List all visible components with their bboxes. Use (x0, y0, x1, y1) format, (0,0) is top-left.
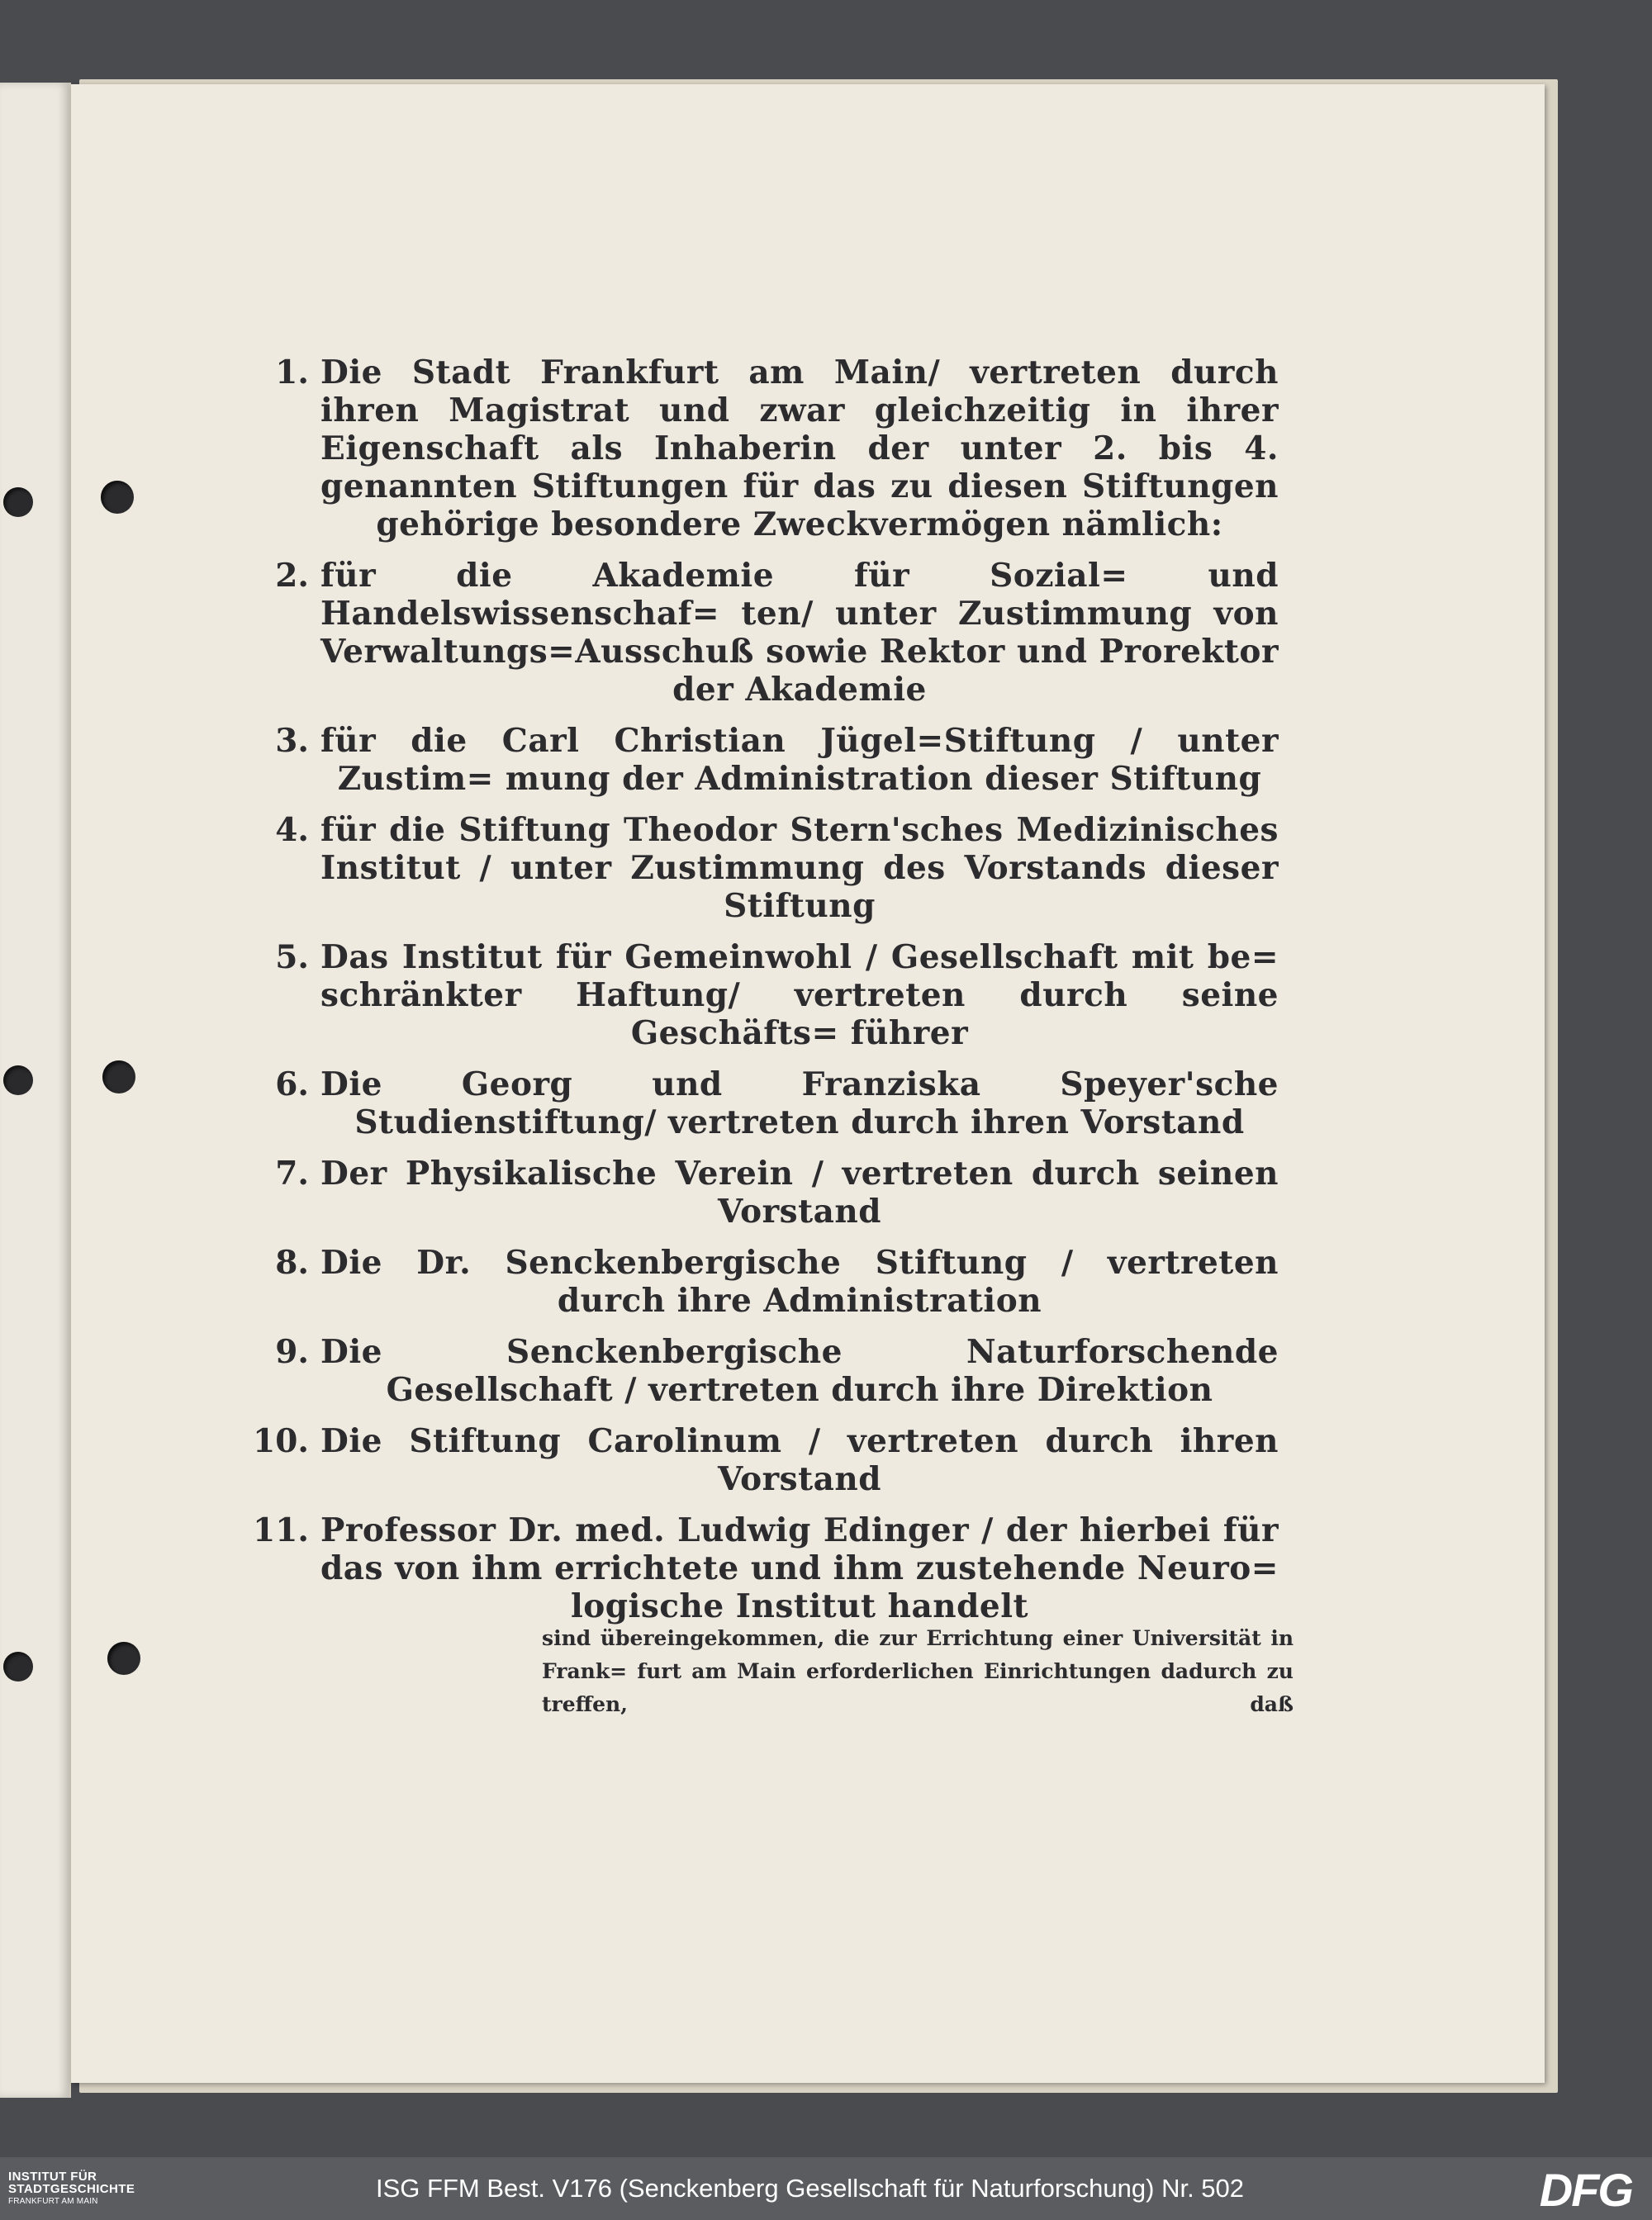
item-number: 8. (275, 1244, 309, 1282)
list-item (251, 1244, 1358, 1320)
item-text: Professor Dr. med. Ludwig Edinger / der hierbei für das von ihm errichtete und ihm zustehende Neuro= logische Institut handelt (320, 1511, 1279, 1625)
list-item (251, 1422, 1358, 1498)
institution-logo (8, 2170, 157, 2208)
item-text: für die Stiftung Theodor Stern'sches Medizinisches Institut / unter Zustimmung des Vorstands dieser Stiftung (320, 811, 1279, 925)
item-text: Die Stadt Frankfurt am Main/ vertreten durch ihren Magistrat und zwar gleichzeitig in ihrer Eigenschaft als Inhaberin der unter 2. bis 4. genannten Stiftungen für das zu diesen Stiftungen gehörige besondere Zweckvermögen nämlich: (320, 353, 1279, 543)
item-number: 4. (275, 811, 309, 849)
item-number: 5. (275, 938, 309, 976)
list-item (251, 557, 1358, 709)
list-item (251, 1065, 1358, 1141)
institution-line: INSTITUT FÜR (8, 2170, 97, 2184)
left-page-edge (0, 83, 71, 2098)
punch-hole (3, 1065, 33, 1095)
archive-footer (0, 2157, 1652, 2220)
punch-hole (107, 1642, 140, 1675)
list-item (251, 722, 1358, 798)
punch-hole (101, 481, 134, 514)
punch-hole (3, 1652, 33, 1682)
archive-caption: ISG FFM Best. V176 (Senckenberg Gesellschaft für Naturforschung) Nr. 502 (376, 2174, 1245, 2203)
item-text: Die Senckenbergische Naturforschende Gesellschaft / vertreten durch ihre Direktion (320, 1333, 1279, 1409)
institution-line: STADTGESCHICHTE (8, 2182, 135, 2196)
punch-hole (3, 487, 33, 517)
closing-paragraph: sind übereingekommen, die zur Errichtung einer Universität in Frank= furt am Main erforderlichen Einrichtungen dadurch zu treffen, daß (542, 1626, 1294, 1716)
item-text: Die Dr. Senckenbergische Stiftung / vertreten durch ihre Administration (320, 1244, 1279, 1320)
dfg-logo: DFG (1539, 2164, 1632, 2216)
item-number: 3. (275, 722, 309, 760)
item-number: 2. (275, 557, 309, 595)
item-number: 11. (253, 1511, 309, 1549)
item-text: Die Georg und Franziska Speyer'sche Studienstiftung/ vertreten durch ihren Vorstand (320, 1065, 1279, 1141)
item-number: 6. (275, 1065, 309, 1103)
item-text: Die Stiftung Carolinum / vertreten durch ihren Vorstand (320, 1422, 1279, 1498)
institution-line: FRANKFURT AM MAIN (8, 2197, 98, 2206)
item-number: 9. (275, 1333, 309, 1371)
item-text: für die Carl Christian Jügel=Stiftung / unter Zustim= mung der Administration dieser Stiftung (320, 722, 1279, 798)
item-number: 1. (275, 353, 309, 391)
item-text: Das Institut für Gemeinwohl / Gesellschaft mit be= schränkter Haftung/ vertreten durch seine Geschäfts= führer (320, 938, 1279, 1052)
list-item (251, 811, 1358, 925)
punch-hole (102, 1060, 135, 1093)
item-number: 7. (275, 1155, 309, 1193)
list-item (251, 1155, 1358, 1231)
list-item (251, 1333, 1358, 1409)
item-text: für die Akademie für Sozial= und Handelswissenschaf= ten/ unter Zustimmung von Verwaltungs=Ausschuß sowie Rektor und Prorektor der Akademie (320, 557, 1279, 709)
list-item (251, 1511, 1358, 1625)
list-item (251, 938, 1358, 1052)
numbered-list (251, 353, 1358, 1639)
item-text: Der Physikalische Verein / vertreten durch seinen Vorstand (320, 1155, 1279, 1231)
list-item (251, 353, 1358, 543)
item-number: 10. (253, 1422, 309, 1460)
document-page (71, 84, 1545, 2083)
